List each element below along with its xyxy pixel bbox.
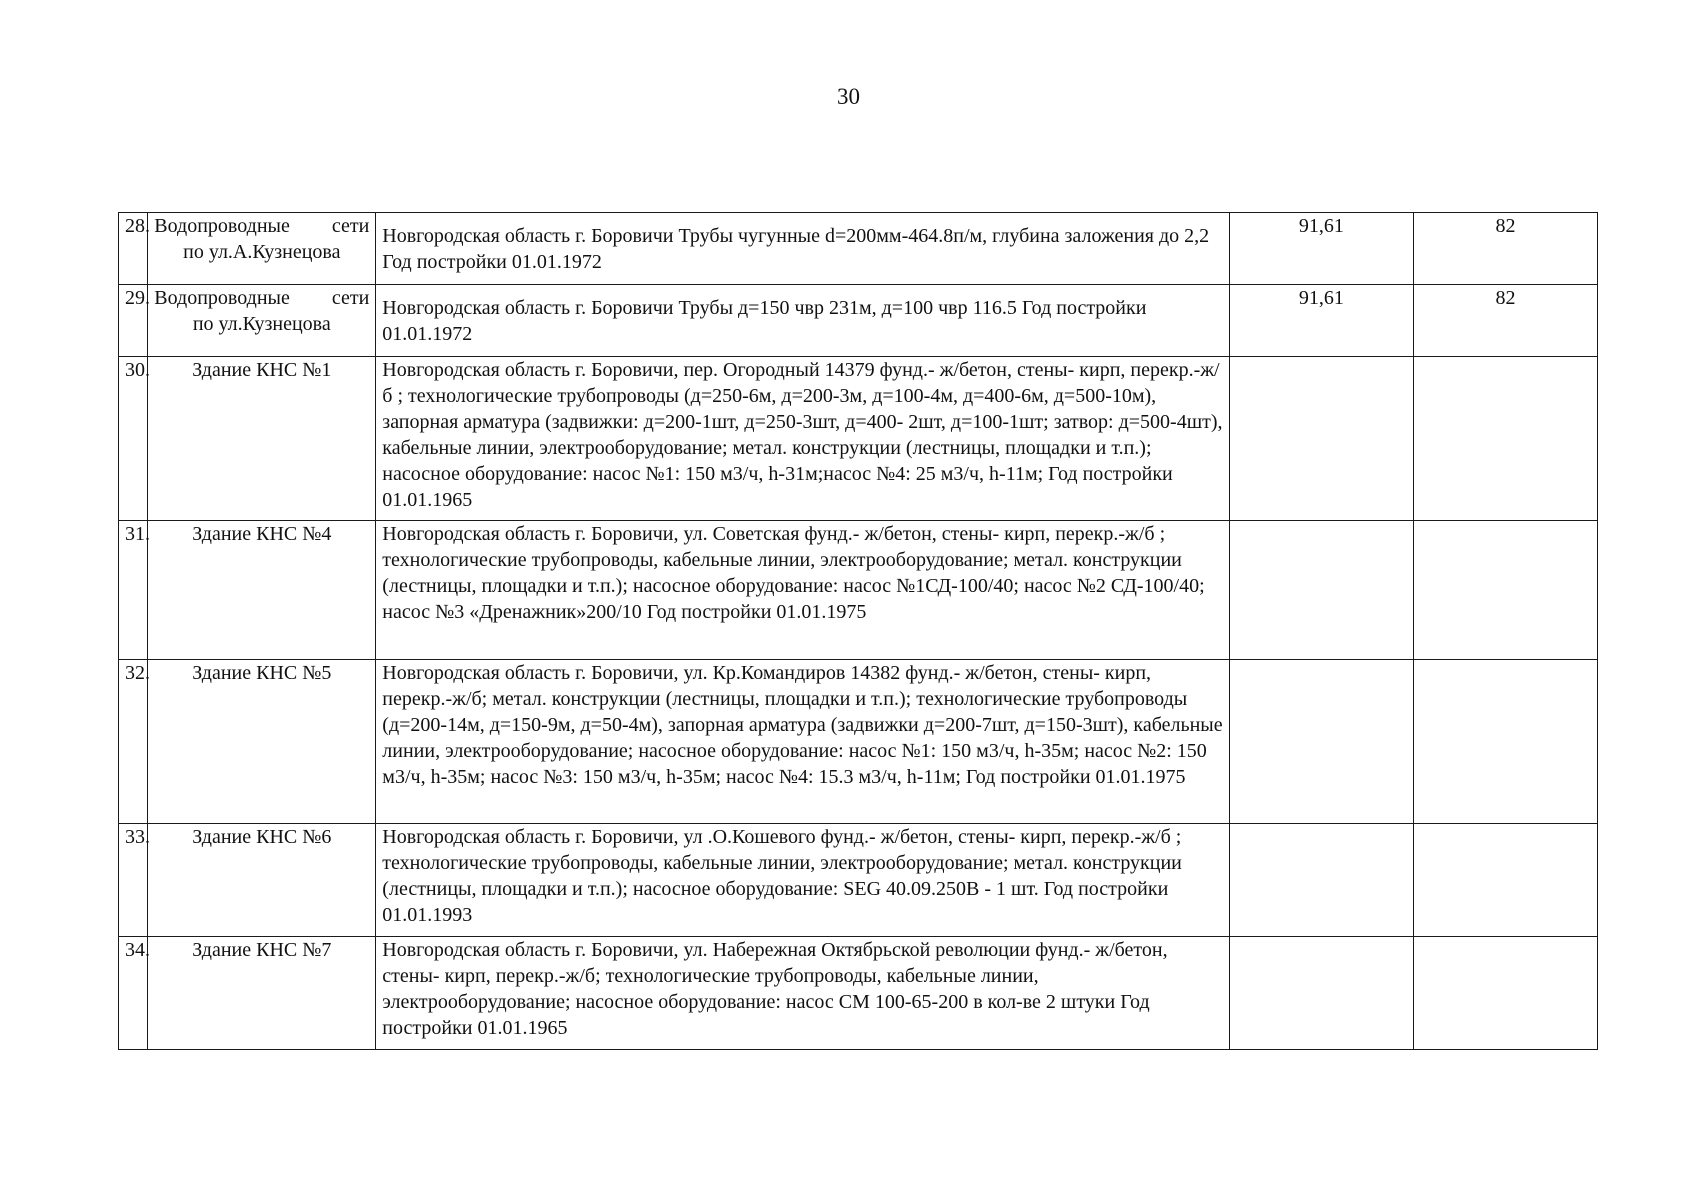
value-column-2 bbox=[1413, 357, 1597, 521]
value-column-1 bbox=[1229, 824, 1413, 937]
table-row bbox=[119, 357, 1598, 521]
value-column-2: 82 bbox=[1413, 285, 1597, 357]
object-name: Водопроводные сети по ул.Кузнецова bbox=[148, 285, 376, 357]
property-registry-table bbox=[118, 212, 1598, 1050]
row-number: 33. bbox=[119, 824, 148, 937]
value-column-2: 82 bbox=[1413, 213, 1597, 285]
value-column-1: 91,61 bbox=[1229, 213, 1413, 285]
object-description: Новгородская область г. Боровичи, ул .О.Кошевого фунд.- ж/бетон, стены- кирп, перекр.-ж/б ; технологические трубопроводы, кабельные линии, электрооборудование; метал. конструкции (лестницы, площадки и т.п.); насосное оборудование: SEG 40.09.250B - 1 шт. Год постройки 01.01.1993 bbox=[376, 824, 1230, 937]
value-column-2 bbox=[1413, 521, 1597, 660]
object-description: Новгородская область г. Боровичи Трубы чугунные d=200мм-464.8п/м, глубина заложения до 2,2 Год постройки 01.01.1972 bbox=[376, 213, 1230, 285]
table-row bbox=[119, 285, 1598, 357]
object-description: Новгородская область г. Боровичи, пер. Огородный 14379 фунд.- ж/бетон, стены- кирп, перекр.-ж/б ; технологические трубопроводы (д=250-6м, д=200-3м, д=100-4м, д=400-6м, д=500-10м), запорная арматура (задвижки: д=200-1шт, д=250-3шт, д=400- 2шт, д=100-1шт; затвор: д=500-4шт), кабельные линии, электрооборудование; метал. конструкции (лестницы, площадки и т.п.); насосное оборудование: насос №1: 150 м3/ч, h-31м;насос №4: 25 м3/ч, h-11м; Год постройки 01.01.1965 bbox=[376, 357, 1230, 521]
value-column-1 bbox=[1229, 937, 1413, 1050]
object-description: Новгородская область г. Боровичи, ул. Советская фунд.- ж/бетон, стены- кирп, перекр.-ж/б ; технологические трубопроводы, кабельные линии, электрооборудование; метал. конструкции (лестницы, площадки и т.п.); насосное оборудование: насос №1СД-100/40; насос №2 СД-100/40; насос №3 «Дренажник»200/10 Год постройки 01.01.1975 bbox=[376, 521, 1230, 660]
table-row bbox=[119, 521, 1598, 660]
row-number: 30. bbox=[119, 357, 148, 521]
value-column-2 bbox=[1413, 937, 1597, 1050]
object-name: Здание КНС №4 bbox=[148, 521, 376, 660]
object-description: Новгородская область г. Боровичи, ул. Кр.Командиров 14382 фунд.- ж/бетон, стены- кирп, перекр.-ж/б; метал. конструкции (лестницы, площадки и т.п.); технологические трубопроводы (д=200-14м, д=150-9м, д=50-4м), запорная арматура (задвижки д=200-7шт, д=150-3шт), кабельные линии, электрооборудование; насосное оборудование: насос №1: 150 м3/ч, h-35м; насос №2: 150 м3/ч, h-35м; насос №3: 150 м3/ч, h-35м; насос №4: 15.3 м3/ч, h-11м; Год постройки 01.01.1975 bbox=[376, 660, 1230, 824]
object-name: Здание КНС №6 bbox=[148, 824, 376, 937]
value-column-1 bbox=[1229, 357, 1413, 521]
row-number: 28. bbox=[119, 213, 148, 285]
object-name: Здание КНС №5 bbox=[148, 660, 376, 824]
row-number: 34. bbox=[119, 937, 148, 1050]
value-column-1: 91,61 bbox=[1229, 285, 1413, 357]
value-column-1 bbox=[1229, 660, 1413, 824]
object-name: Здание КНС №1 bbox=[148, 357, 376, 521]
row-number: 31. bbox=[119, 521, 148, 660]
table-row bbox=[119, 660, 1598, 824]
table-row bbox=[119, 213, 1598, 285]
object-name: Водопроводные сети по ул.А.Кузнецова bbox=[148, 213, 376, 285]
table-row bbox=[119, 937, 1598, 1050]
table-row bbox=[119, 824, 1598, 937]
value-column-2 bbox=[1413, 660, 1597, 824]
object-description: Новгородская область г. Боровичи Трубы д=150 чвр 231м, д=100 чвр 116.5 Год постройки 01.01.1972 bbox=[376, 285, 1230, 357]
value-column-2 bbox=[1413, 824, 1597, 937]
object-description: Новгородская область г. Боровичи, ул. Набережная Октябрьской революции фунд.- ж/бетон, стены- кирп, перекр.-ж/б; технологические трубопроводы, кабельные линии, электрооборудование; насосное оборудование: насос СМ 100-65-200 в кол-ве 2 штуки Год постройки 01.01.1965 bbox=[376, 937, 1230, 1050]
page-number: 30 bbox=[837, 84, 860, 109]
row-number: 29. bbox=[119, 285, 148, 357]
object-name: Здание КНС №7 bbox=[148, 937, 376, 1050]
value-column-1 bbox=[1229, 521, 1413, 660]
row-number: 32. bbox=[119, 660, 148, 824]
